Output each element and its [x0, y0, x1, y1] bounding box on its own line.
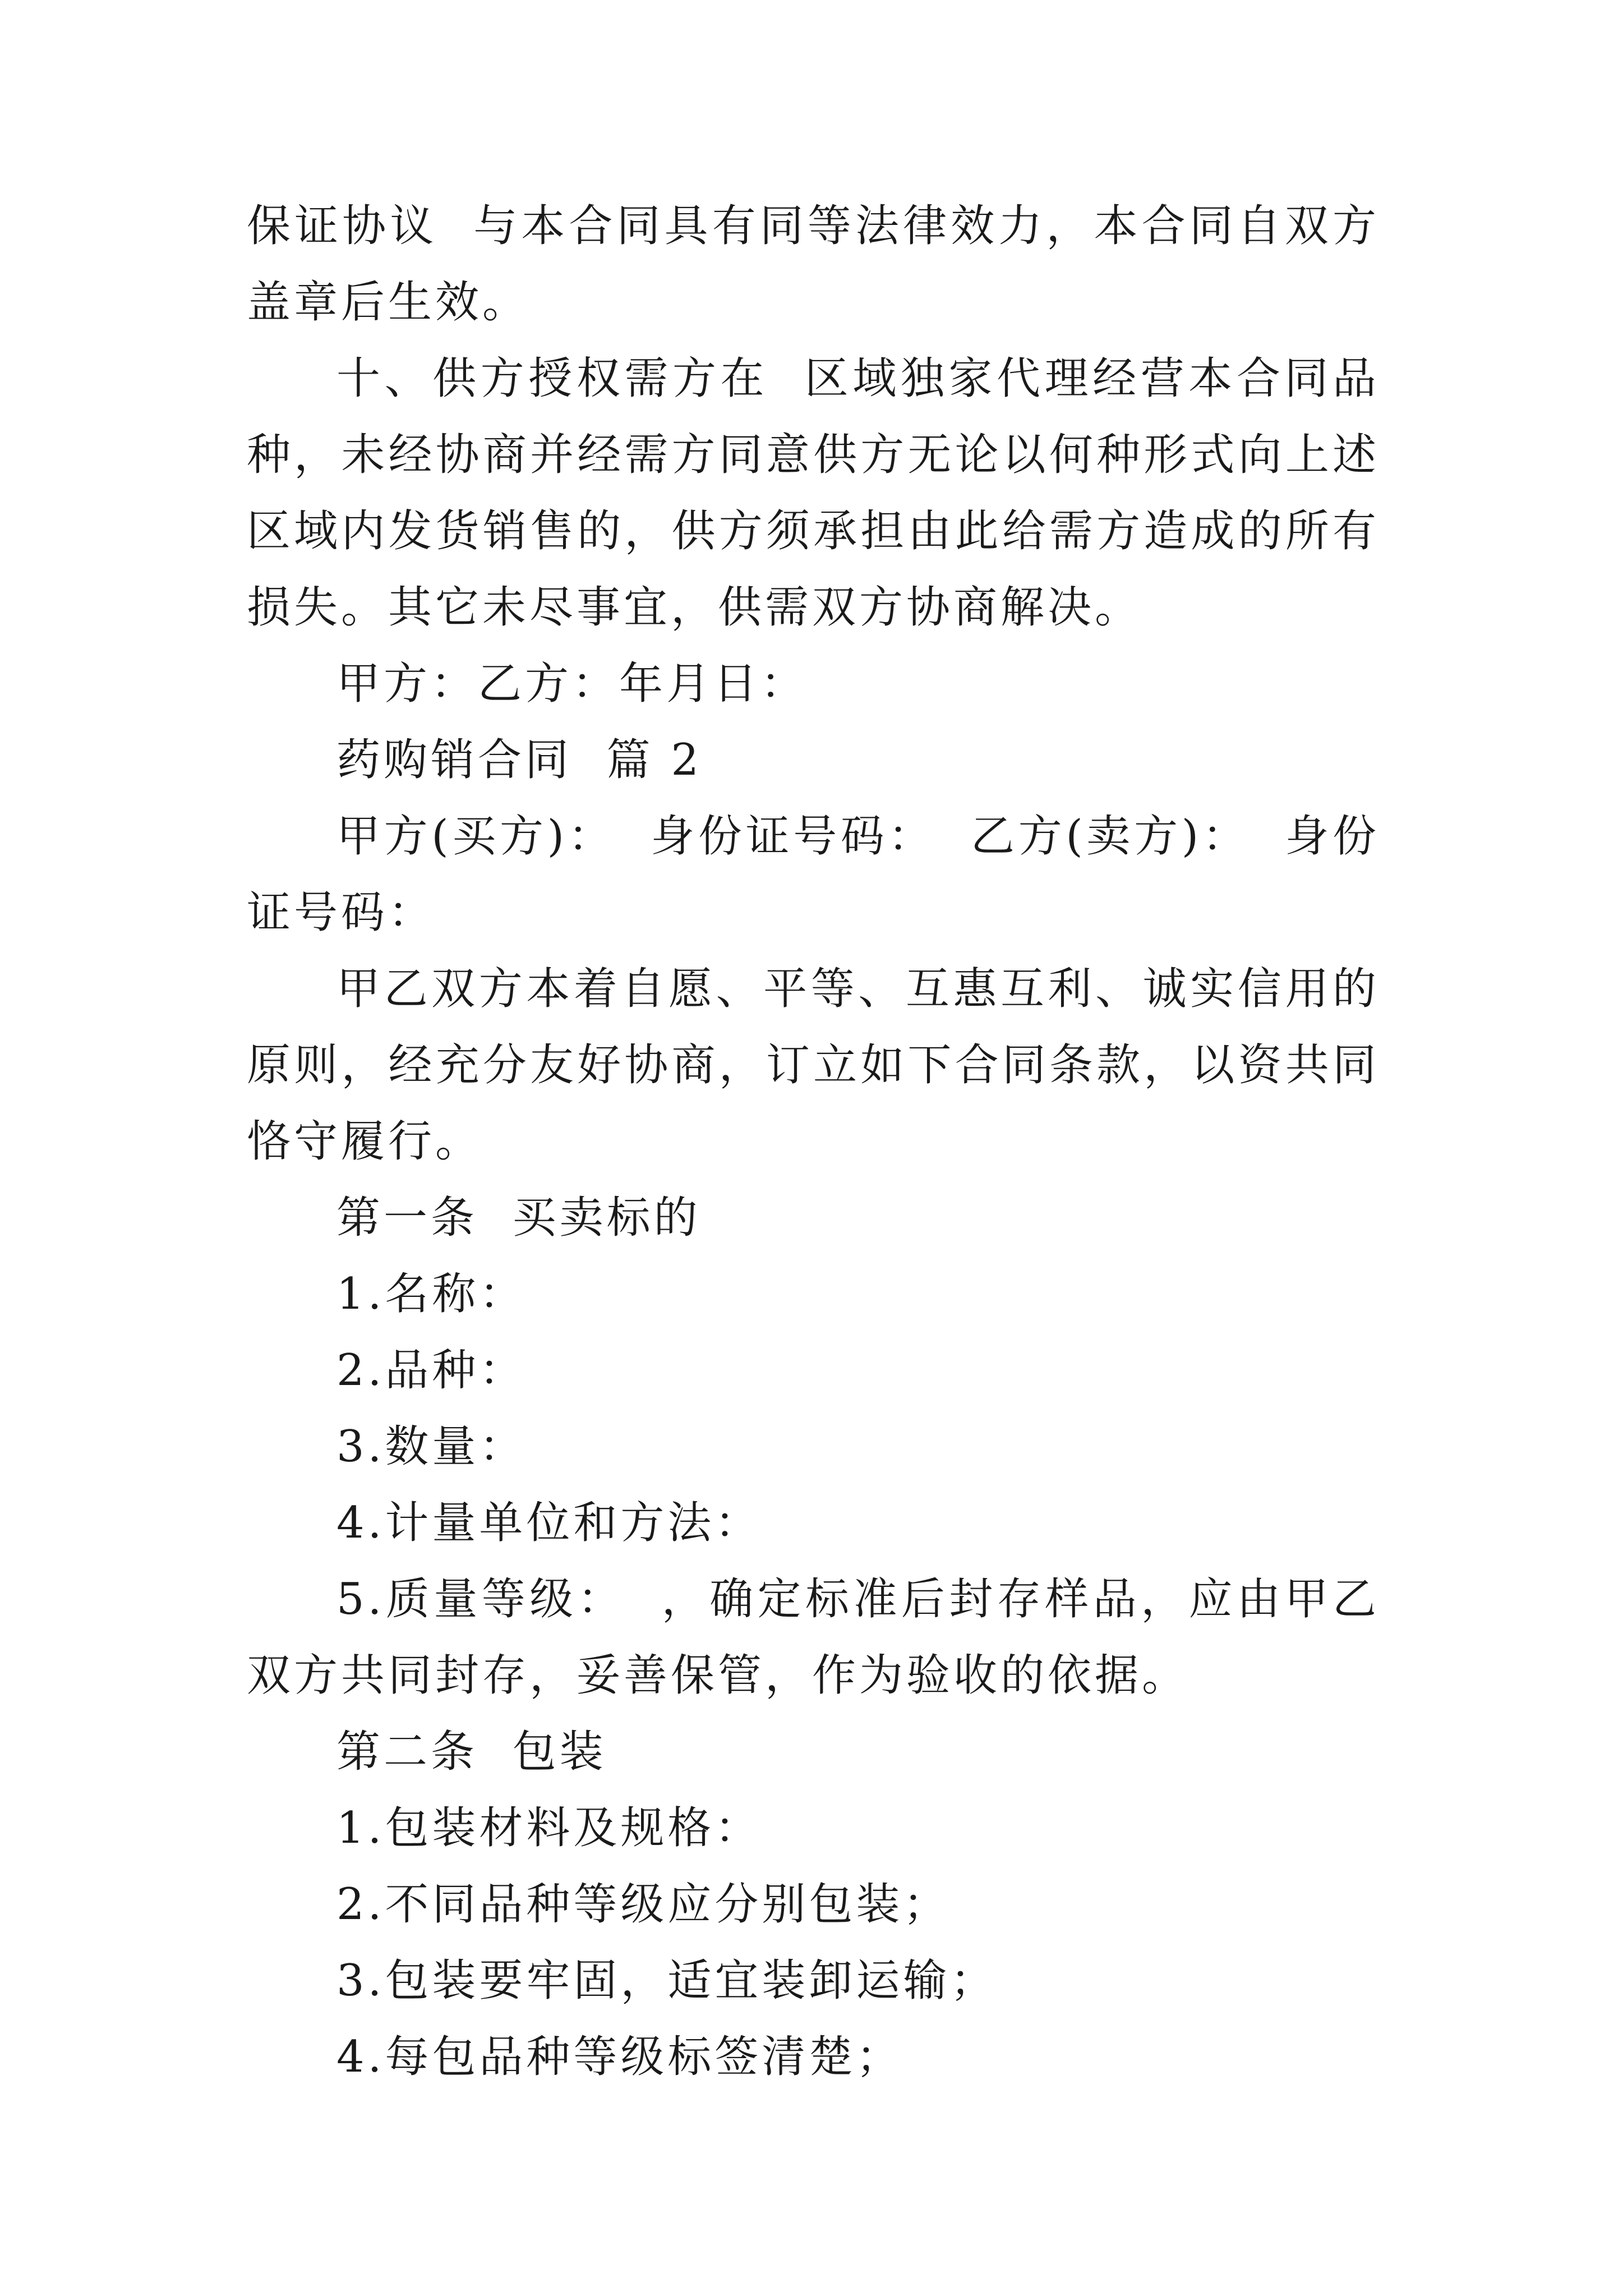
- list-item-packaging-material: 1.包装材料及规格：: [336, 1803, 762, 1853]
- list-item-quality: 5.质量等级： ，确定标准后封存样品，应由甲乙双方共同封存，妥善保管，作为验收的依据。: [247, 1574, 1380, 1701]
- document-body: [247, 188, 1380, 2095]
- paragraph-agreement-validity: 保证协议 与本合同具有同等法律效力，本合同自双方盖章后生效。: [247, 201, 1380, 328]
- parties-line: 甲方(买方)： 身份证号码： 乙方(卖方)： 身份证号码：: [247, 811, 1380, 938]
- signature-line: 甲方：乙方：年月日：: [336, 659, 808, 709]
- list-item-sturdy-packaging: 3.包装要牢固，适宜装卸运输；: [336, 1955, 998, 2006]
- list-item-variety: 2.品种：: [336, 1345, 527, 1396]
- paragraph-principles: 甲乙双方本着自愿、平等、互惠互利、诚实信用的原则，经充分友好协商，订立如下合同条款，以资共同恪守履行。: [247, 964, 1380, 1167]
- section-heading: 药购销合同 篇 2: [336, 735, 703, 785]
- article-two-heading: 第二条 包装: [336, 1727, 607, 1777]
- list-item-separate-packaging: 2.不同品种等级应分别包装；: [336, 1879, 951, 1930]
- list-item-name: 1.名称：: [336, 1269, 527, 1319]
- article-one-heading: 第一条 买卖标的: [336, 1193, 701, 1243]
- list-item-quantity: 3.数量：: [336, 1421, 527, 1472]
- list-item-labels: 4.每包品种等级标签清楚；: [336, 2032, 903, 2082]
- list-item-measurement: 4.计量单位和方法：: [336, 1498, 762, 1548]
- paragraph-clause-ten: 十、供方授权需方在 区域独家代理经营本合同品种，未经协商并经需方同意供方无论以何种形式向上述区域内发货销售的，供方须承担由此给需方造成的所有损失。其它未尽事宜，供需双方协商解决。: [247, 353, 1380, 633]
